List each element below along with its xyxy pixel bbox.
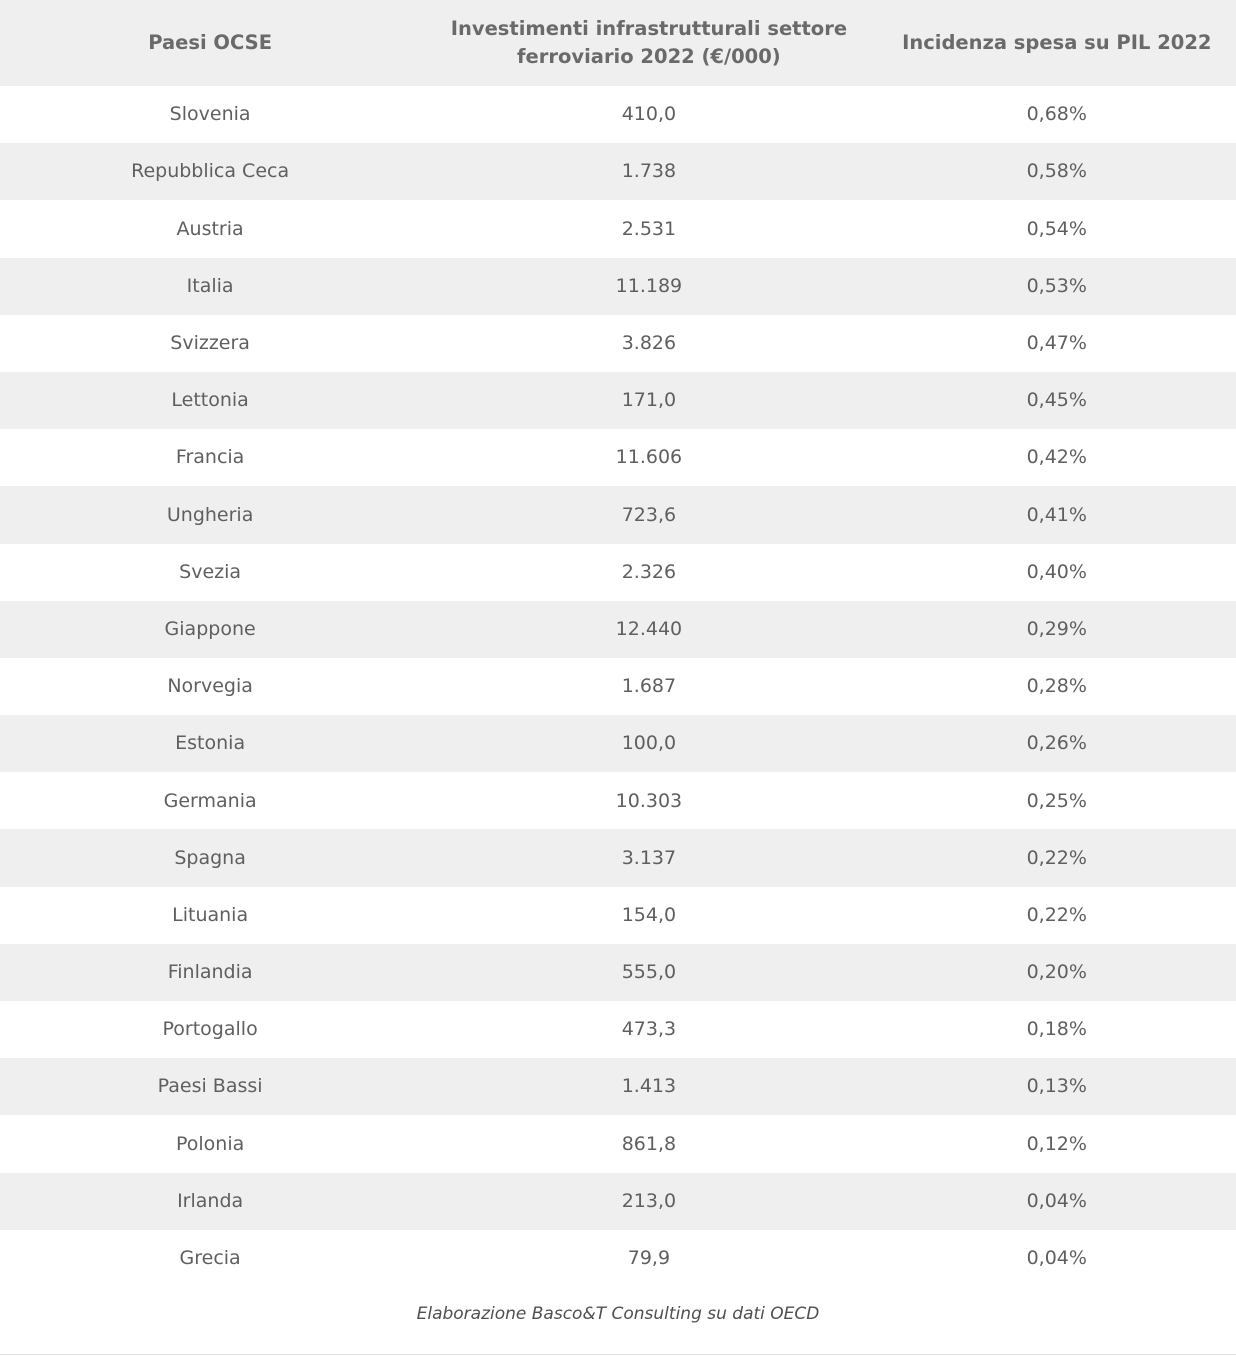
cell-investment: 2.531 (621, 217, 677, 240)
table-row (0, 429, 1236, 486)
cell-gdp-share: 0,22% (1026, 846, 1087, 869)
cell-country: Grecia (179, 1247, 241, 1269)
cell-gdp-share: 0,58% (1026, 160, 1087, 183)
cell-investment: 723,6 (621, 503, 677, 526)
cell-investment: 2.326 (621, 560, 677, 583)
table-header-row (0, 0, 1236, 86)
table-row (0, 1173, 1236, 1230)
cell-investment: 171,0 (621, 389, 677, 412)
table-footer (0, 1287, 1236, 1340)
cell-investment: 12.440 (615, 617, 683, 640)
table-row (0, 1115, 1236, 1172)
cell-investment: 410,0 (621, 103, 677, 126)
cell-investment: 1.687 (621, 675, 677, 698)
table-row (0, 772, 1236, 829)
cell-country: Finlandia (167, 961, 253, 984)
cell-gdp-share: 0,42% (1026, 446, 1087, 469)
cell-country: Polonia (175, 1132, 245, 1155)
cell-gdp-share: 0,13% (1026, 1075, 1087, 1098)
table-row (0, 715, 1236, 772)
cell-investment: 11.189 (615, 274, 683, 297)
cell-investment: 861,8 (621, 1132, 677, 1155)
table-row (0, 944, 1236, 1001)
table-row (0, 829, 1236, 886)
cell-country: Francia (175, 446, 245, 469)
table-row (0, 315, 1236, 372)
cell-gdp-share: 0,45% (1026, 389, 1087, 412)
cell-gdp-share: 0,68% (1026, 103, 1087, 126)
footnote-row (0, 1287, 1236, 1340)
table-row (0, 1230, 1236, 1288)
cell-gdp-share: 0,26% (1026, 732, 1087, 755)
table-row (0, 658, 1236, 715)
cell-country: Ungheria (166, 503, 254, 526)
cell-investment: 473,3 (621, 1018, 677, 1041)
cell-investment: 213,0 (621, 1189, 677, 1212)
table-row (0, 200, 1236, 257)
cell-country: Slovenia (169, 103, 251, 126)
cell-gdp-share: 0,41% (1026, 503, 1087, 526)
table-row (0, 486, 1236, 543)
cell-gdp-share: 0,18% (1026, 1018, 1087, 1041)
cell-investment: 100,0 (621, 732, 677, 755)
cell-country: Repubblica Ceca (131, 160, 290, 183)
cell-investment: 3.826 (621, 332, 677, 354)
table-row (0, 1001, 1236, 1058)
cell-gdp-share: 0,25% (1026, 789, 1087, 812)
table-row (0, 1058, 1236, 1115)
cell-country: Italia (186, 274, 234, 297)
cell-investment: 154,0 (621, 903, 677, 926)
cell-country: Irlanda (177, 1189, 244, 1212)
cell-gdp-share: 0,28% (1026, 675, 1087, 698)
cell-country: Svizzera (170, 332, 250, 354)
cell-investment: 1.413 (621, 1075, 677, 1098)
cell-gdp-share: 0,29% (1026, 617, 1087, 640)
cell-investment: 1.738 (621, 160, 677, 183)
cell-gdp-share: 0,53% (1026, 274, 1087, 297)
bottom-divider (0, 1354, 1236, 1355)
cell-country: Austria (176, 217, 244, 240)
cell-gdp-share: 0,22% (1026, 903, 1087, 926)
cell-country: Norvegia (167, 675, 253, 698)
cell-investment: 555,0 (621, 961, 677, 984)
cell-investment: 3.137 (621, 846, 677, 869)
column-header-investment: Investimenti infrastrutturali settore ferroviario 2022 (€/000) (450, 16, 848, 68)
source-note: Elaborazione Basco&T Consulting su dati OECD (0, 1287, 1236, 1340)
column-header-gdp-share: Incidenza spesa su PIL 2022 (902, 30, 1212, 54)
cell-investment: 79,9 (627, 1247, 671, 1269)
cell-country: Spagna (174, 846, 246, 869)
table-row (0, 372, 1236, 429)
table-row (0, 544, 1236, 601)
cell-country: Germania (163, 789, 257, 812)
cell-gdp-share: 0,20% (1026, 961, 1087, 984)
table-header (0, 0, 1236, 86)
cell-investment: 11.606 (615, 446, 683, 469)
cell-gdp-share: 0,47% (1026, 332, 1087, 354)
cell-investment: 10.303 (615, 789, 683, 812)
cell-gdp-share: 0,12% (1026, 1132, 1087, 1155)
cell-country: Paesi Bassi (157, 1075, 263, 1098)
cell-country: Portogallo (162, 1018, 258, 1041)
table-row (0, 258, 1236, 315)
cell-country: Giappone (164, 617, 256, 640)
table-row (0, 887, 1236, 944)
table-body (0, 86, 1236, 1287)
cell-gdp-share: 0,04% (1026, 1189, 1087, 1212)
table-row (0, 601, 1236, 658)
cell-gdp-share: 0,04% (1026, 1247, 1087, 1269)
table-row (0, 86, 1236, 143)
column-header-country: Paesi OCSE (148, 30, 273, 54)
cell-country: Estonia (175, 732, 246, 755)
cell-country: Svezia (179, 560, 242, 583)
cell-country: Lituania (172, 903, 249, 926)
cell-country: Lettonia (171, 389, 249, 412)
cell-gdp-share: 0,40% (1026, 560, 1087, 583)
table-row (0, 143, 1236, 200)
cell-gdp-share: 0,54% (1026, 217, 1087, 240)
